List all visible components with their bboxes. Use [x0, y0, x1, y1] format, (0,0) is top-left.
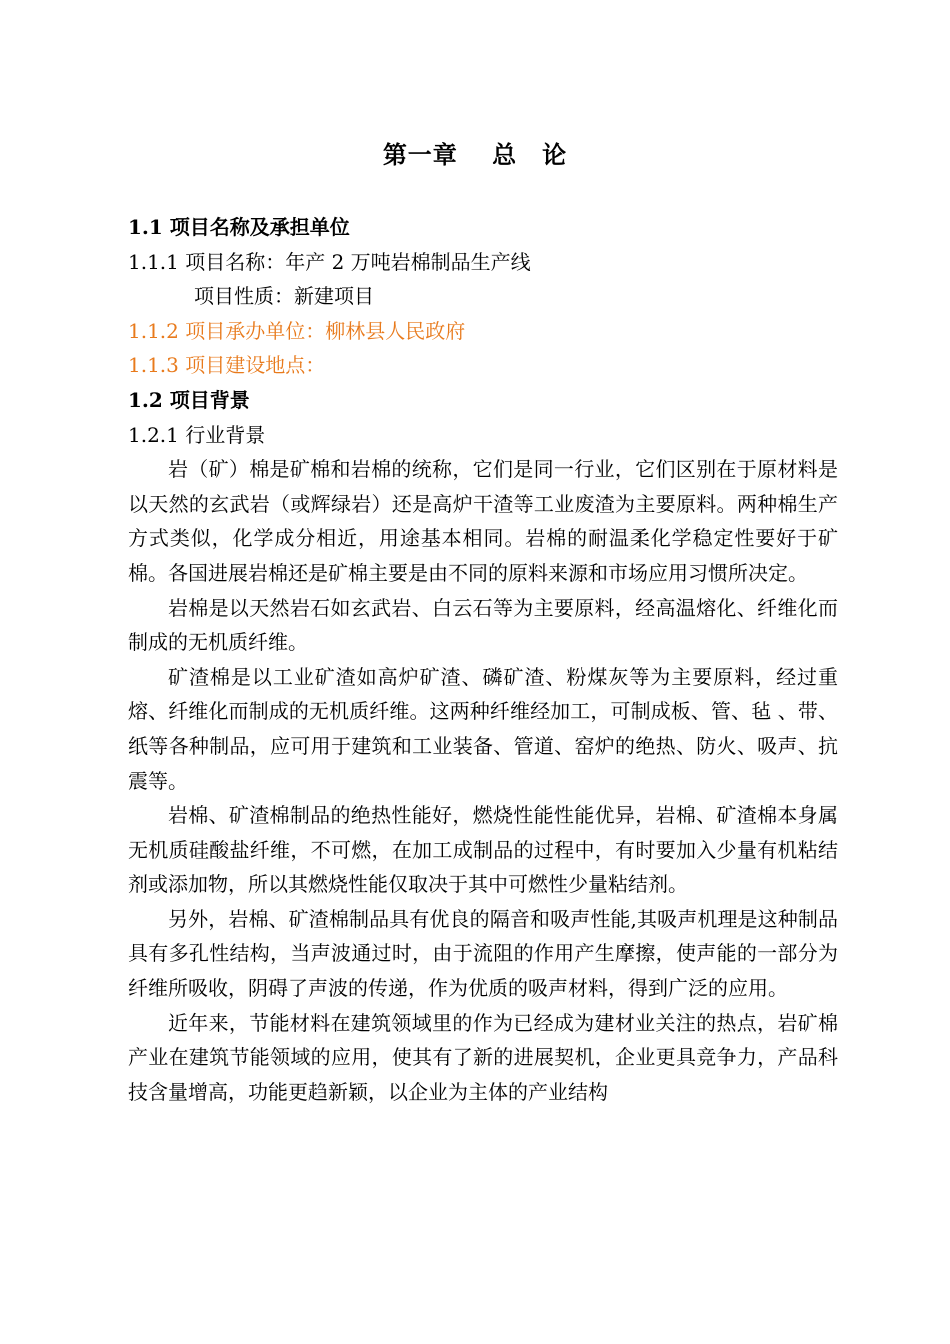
subsection-1-2-1: 1.2.1 行业背景: [128, 422, 266, 447]
paragraph: 岩棉是以天然岩石如玄武岩、白云石等为主要原料，经高温熔化、纤维化而制成的无机质纤维。: [128, 595, 838, 655]
paragraph: 另外，岩棉、矿渣棉制品具有优良的隔音和吸声性能,其吸声机理是这种制品具有多孔性结构，当声波通过时，由于流阻的作用产生摩擦，使声能的一部分为纤维所吸收，阴碍了声波的传递，作为优质的吸声材料，得到广泛的应用。: [128, 906, 838, 1001]
subsection-1-1-1: 1.1.1 项目名称：年产 2 万吨岩棉制品生产线: [128, 249, 531, 274]
project-nature: 项目性质：新建项目: [194, 284, 374, 309]
section-heading-1-1: 1.1 项目名称及承担单位: [128, 215, 350, 239]
document-body: [128, 210, 838, 1109]
paragraph: 近年来，节能材料在建筑领域里的作为已经成为建材业关注的热点，岩矿棉产业在建筑节能领域的应用，使其有了新的进展契机，企业更具竞争力，产品科技含量增高，功能更趋新颖，以企业为主体的产业结构: [128, 1010, 838, 1104]
paragraph: 岩棉、矿渣棉制品的绝热性能好，燃烧性能性能优异，岩棉、矿渣棉本身属无机质硅酸盐纤维，不可燃，在加工成制品的过程中，有时要加入少量有机粘结剂或添加物，所以其燃烧性能仅取决于其中可燃性少量粘结剂。: [128, 803, 838, 897]
paragraph: 矿渣棉是以工业矿渣如高炉矿渣、磷矿渣、粉煤灰等为主要原料，经过重熔、纤维化而制成的无机质纤维。这两种纤维经加工，可制成板、管、毡 、带、纸等各种制品，应可用于建筑和工业装备、管道、窑炉的绝热、防火、吸声、抗震等。: [128, 664, 838, 793]
subsection-1-1-2: 1.1.2 项目承办单位：柳林县人民政府: [128, 318, 466, 343]
paragraph: 岩（矿）棉是矿棉和岩棉的统称，它们是同一行业，它们区别在于原材料是以天然的玄武岩（或辉绿岩）还是高炉干渣等工业废渣为主要原料。两种棉生产方式类似，化学成分相近，用途基本相同。岩棉的耐温柔化学稳定性要好于矿棉。各国进展岩棉还是矿棉主要是由不同的原料来源和市场应用习惯所决定。: [128, 457, 838, 585]
chapter-title: 第一章 总 论: [382, 140, 568, 169]
subsection-1-1-3: 1.1.3 项目建设地点：: [128, 353, 326, 378]
section-heading-1-2: 1.2 项目背景: [128, 387, 250, 412]
